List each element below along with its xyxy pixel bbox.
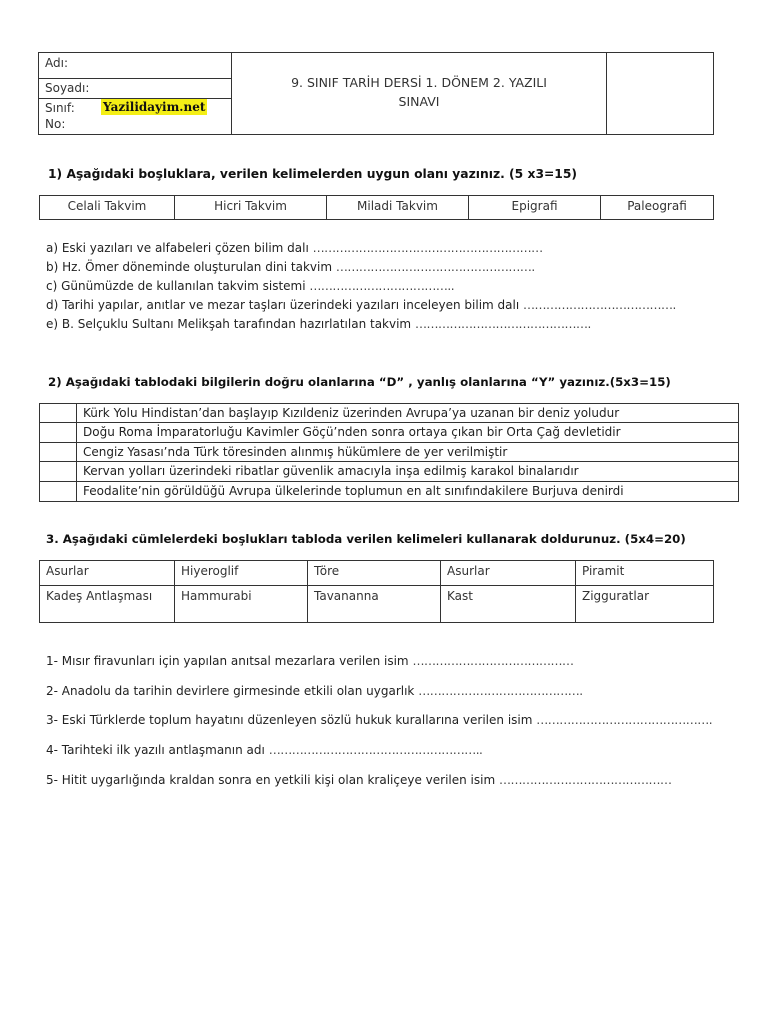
table-row	[40, 462, 738, 481]
site-badge: Yazilidayim.net	[103, 100, 206, 114]
class-label: Sınıf:	[45, 101, 75, 115]
q3-item-5	[46, 773, 671, 787]
exam-header-box	[38, 52, 714, 135]
answer-cell[interactable]	[40, 404, 77, 422]
answer-blank[interactable]: …………………………………………….	[335, 260, 535, 274]
answer-cell[interactable]	[40, 423, 77, 441]
answer-blank[interactable]: ………………………………….	[523, 298, 676, 312]
answer-blank[interactable]: …………………………………….	[418, 684, 583, 698]
score-box	[606, 53, 714, 134]
statement: Kervan yolları üzerindeki ribatlar güvenlik amacıyla inşa edilmiş karakol binalarıdır	[83, 464, 579, 479]
answer-blank[interactable]: ………………………………………	[498, 773, 672, 787]
q3-item-2	[46, 684, 583, 698]
word-cell: Asurlar	[40, 561, 175, 585]
item-text: c) Günümüzde de kullanılan takvim sistemi	[46, 279, 306, 293]
statement: Kürk Yolu Hindistan’dan başlayıp Kızıldeniz üzerinden Avrupa’ya uzanan bir deniz yoludur	[83, 406, 620, 420]
q1-word-table	[39, 195, 714, 220]
word-cell: Asurlar	[441, 561, 576, 585]
q1-title: 1) Aşağıdaki boşluklara, verilen kelimelerden uygun olanı yazınız. (5 x3=15)	[48, 167, 578, 181]
answer-blank[interactable]: ……………………………………	[412, 654, 574, 668]
answer-blank[interactable]: ………………………………………………..	[268, 743, 483, 757]
word-cell: Zigguratlar	[582, 589, 650, 603]
word-cell: Hicri Takvim	[175, 196, 327, 219]
item-text: 4- Tarihteki ilk yazılı antlaşmanın adı	[46, 743, 265, 757]
surname-label: Soyadı:	[45, 81, 90, 95]
q1-item-a	[46, 241, 543, 255]
answer-cell[interactable]	[40, 462, 77, 480]
exam-title	[234, 73, 604, 111]
answer-cell[interactable]	[40, 443, 77, 461]
answer-cell[interactable]	[40, 482, 77, 501]
answer-blank[interactable]: ……………………………………….	[414, 317, 591, 331]
word-cell: Töre	[308, 561, 441, 585]
table-row	[40, 561, 713, 586]
statement: Doğu Roma İmparatorluğu Kavimler Göçü’nden sonra ortaya çıkan bir Orta Çağ devletidir	[83, 425, 621, 440]
q3-word-table	[39, 560, 714, 623]
word-cell: Kast	[441, 586, 576, 622]
word-cell: Tavananna	[308, 586, 441, 622]
table-row	[40, 443, 738, 462]
q2-title: 2) Aşağıdaki tablodaki bilgilerin doğru olanlarına “D” , yanlış olanlarına “Y” yazınız.(5x3=15)	[48, 375, 671, 389]
word-cell: Epigrafi	[469, 196, 601, 219]
word-cell: Miladi Takvim	[327, 196, 469, 219]
q3-title: 3. Aşağıdaki cümlelerdeki boşlukları tabloda verilen kelimeleri kullanarak doldurunuz. (5x4=20)	[46, 532, 686, 546]
answer-blank[interactable]: ……………………………………………………	[312, 241, 543, 255]
item-text: d) Tarihi yapılar, anıtlar ve mezar taşları üzerindeki yazıları inceleyen bilim dalı	[46, 298, 520, 312]
q2-true-false-table	[39, 403, 739, 502]
q1-item-b	[46, 260, 535, 274]
item-text: b) Hz. Ömer döneminde oluşturulan dini takvim	[46, 260, 333, 274]
word-cell: Celali Takvim	[40, 196, 175, 219]
q3-item-4	[46, 743, 482, 757]
item-text: 1- Mısır firavunları için yapılan anıtsal mezarlara verilen isim	[46, 654, 409, 668]
item-text: 2- Anadolu da tarihin devirlere girmesinde etkili olan uygarlık	[46, 684, 415, 698]
table-row	[40, 404, 738, 423]
name-label: Adı:	[45, 56, 68, 70]
word-cell: Kadeş Antlaşması	[40, 586, 175, 622]
table-row	[40, 423, 738, 442]
statement: Feodalite’nin görüldüğü Avrupa ülkelerinde toplumun en alt sınıfındakilere Burjuva denirdi	[83, 483, 624, 498]
table-row	[40, 482, 738, 501]
exam-title-line1: 9. SINIF TARİH DERSİ 1. DÖNEM 2. YAZILI	[291, 75, 547, 90]
word-cell: Hammurabi	[175, 586, 308, 622]
divider	[39, 78, 231, 79]
table-row	[40, 586, 713, 622]
item-text: a) Eski yazıları ve alfabeleri çözen bilim dalı	[46, 241, 309, 255]
item-text: e) B. Selçuklu Sultanı Melikşah tarafından hazırlatılan takvim	[46, 317, 412, 331]
answer-blank[interactable]: ………………………………..	[309, 279, 455, 293]
q3-item-3	[46, 713, 712, 727]
q1-item-e	[46, 317, 591, 331]
exam-title-line2: SINAVI	[398, 94, 440, 109]
word-cell: Hiyeroglif	[175, 561, 308, 585]
no-label: No:	[45, 117, 66, 131]
item-text: 5- Hitit uygarlığında kraldan sonra en yetkili kişi olan kraliçeye verilen isim	[46, 773, 496, 787]
q1-item-d	[46, 298, 676, 312]
student-info-column	[39, 53, 232, 134]
item-text: 3- Eski Türklerde toplum hayatını düzenleyen sözlü hukuk kurallarına verilen isim	[46, 713, 533, 727]
statement: Cengiz Yasası’nda Türk töresinden alınmış hükümlere de yer verilmiştir	[83, 444, 508, 459]
word-cell: Paleografi	[627, 199, 687, 213]
q1-item-c	[46, 279, 454, 293]
q3-item-1	[46, 654, 573, 668]
answer-blank[interactable]: ……………………………………….	[536, 713, 713, 727]
word-cell: Piramit	[582, 564, 625, 578]
